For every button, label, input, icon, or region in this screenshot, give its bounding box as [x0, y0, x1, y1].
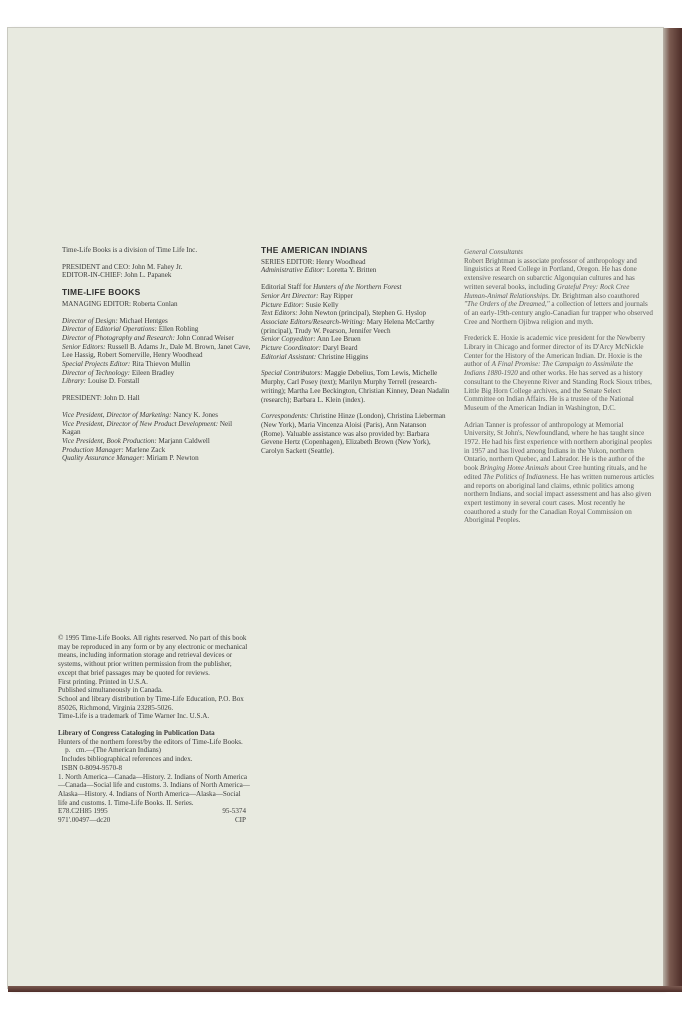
staff-entry: Director of Editorial Operations: Ellen Robling	[62, 325, 199, 334]
cip-line: 1. North America—Canada—History. 2. Indians of North America—Canada—Social life and customs. 3. Indians of North America—Alaska—History. 4. Indians of North America—Alaska—Social life and customs. I. Time-Life Books. II. Series.	[58, 772, 250, 807]
staff-entry: Special Projects Editor: Rita Thievon Mullin	[62, 360, 191, 369]
book-binding	[663, 28, 682, 988]
published-line: Published simultaneously in Canada.	[58, 686, 163, 695]
staff-entry: Director of Technology: Eileen Bradley	[62, 368, 175, 377]
staff-entry: Editorial Assistant: Christine Higgins	[261, 352, 369, 361]
staff-entry: Director of Photography and Research: John Conrad Weiser	[62, 333, 234, 342]
consultant-bio-tanner: Adrian Tanner is professor of anthropology at Memorial University, St John's, Newfoundland, where he has taught since 1972. He had his first experience with northern aboriginal peoples in 1957 and has lived among Indians in the Yukon, northern Ontario, northern Quebec, and Labrador. He is the author of the book Bringing Home Animals about Cree hunting rituals, and he edited The Politics of Indianness. He has written numerous articles and reports on aboriginal land claims, ethnic politics among northern Indians, and social impact assessment and has also given expert testimony in several court cases. Most recently he coauthored a study for the Canadian Royal Commission on Aboriginal Peoples.	[464, 420, 654, 525]
consultants-heading: General Consultants	[464, 248, 523, 256]
consultant-bio-hoxie: Frederick E. Hoxie is academic vice president for the Newberry Library in Chicago and former director of its D'Arcy McNickle Center for the History of the American Indian. Dr. Hoxie is the author of A Final Promise: The Campaign to Assimilate the Indians 1880-1920 and other works. He has served as a history consultant to the Cheyenne River and Standing Rock Sioux tribes, Little Big Horn College archives, and the Senate Select Committee on Indian Affairs. He is a trustee of the National Museum of the American Indian in Washington, D.C.	[464, 334, 652, 412]
president-line: PRESIDENT: John D. Hall	[62, 394, 140, 403]
staff-entry: Senior Editors: Russell B. Adams Jr., Dale M. Brown, Janet Cave, Lee Hassig, Robert Somerville, Henry Woodhead	[62, 342, 251, 360]
vp-entry: Production Manager: Marlene Zack	[62, 445, 166, 454]
distribution-line: School and library distribution by Time-Life Education, P.O. Box 85026, Richmond, Virginia 23285-5026.	[58, 694, 244, 712]
cip-heading: Library of Congress Cataloging in Publication Data	[58, 729, 215, 738]
vp-entry: Vice President, Director of New Product Development: Neil Kagan	[62, 419, 233, 437]
consultants-column	[464, 248, 654, 525]
special-contributors: Special Contributors: Maggie Debelius, Tom Lewis, Michelle Murphy, Carl Posey (text); Marilyn Murphy Terrell (research-writing); Martha Lee Beckington, Christian Kinney, Dean Nadalin (research); Barbara L. Klein (index).	[261, 369, 450, 404]
cip-line: p. cm.—(The American Indians)	[58, 746, 162, 755]
editor-in-chief-line: EDITOR-IN-CHIEF: John L. Papanek	[62, 271, 172, 280]
managing-editor-line: MANAGING EDITOR: Roberta Conlan	[62, 299, 178, 308]
staff-entry: Associate Editors/Research-Writing: Mary Helena McCarthy (principal), Trudy W. Pearson, Jennifer Veech	[261, 317, 435, 335]
staff-entry: Picture Editor: Susie Kelly	[261, 300, 339, 309]
admin-editor-line: Administrative Editor: Loretta Y. Britten	[261, 266, 377, 275]
copyright-block	[58, 634, 250, 825]
cip-number: 95-5374	[222, 807, 246, 816]
printing-line: First printing. Printed in U.S.A.	[58, 677, 148, 686]
cip-line: ISBN 0-8094-9570-8	[58, 763, 123, 772]
staff-entry: Picture Coordinator: Daryl Beard	[261, 344, 358, 353]
trademark-line: Time-Life is a trademark of Time Warner Inc. U.S.A.	[58, 712, 210, 721]
series-editor-line: SERIES EDITOR: Henry Woodhead	[261, 257, 366, 266]
cip-line: Hunters of the northern forest/by the editors of Time-Life Books.	[58, 737, 243, 746]
copyright-notice: © 1995 Time-Life Books. All rights reserved. No part of this book may be reproduced in any form or by any electronic or mechanical means, including information storage and retrieval devices or systems, without prior written permission from the publisher, except that brief passages may be quoted for reviews.	[58, 634, 248, 677]
consultant-bio-brightman: Robert Brightman is associate professor of anthropology and linguistics at Reed College in Portland, Oregon. He has done extensive research on subarctic Algonquian cultures and has written several books, including Grateful Prey: Rock Cree Human-Animal Relationships. Dr. Brightman also coauthored "The Orders of the Dreamed," a collection of letters and journals of an early-19th-century anglo-Canadian fur trapper who observed Cree and Northern Ojibwa religion and myth.	[464, 256, 653, 326]
publisher-intro: Time-Life Books is a division of Time Life Inc.	[62, 246, 198, 254]
correspondents: Correspondents: Christine Hinze (London), Christina Lieberman (New York), Maria Vincenza Aloisi (Paris), Ann Natanson (Rome). Valuable assistance was also provided by: Barbara Gevene Hertz (Copenhagen), Elizabeth Brown (New York), Carolyn Sackett (Seattle).	[261, 412, 446, 456]
editorial-staff-intro: Editorial Staff for Hunters of the Northern Forest	[261, 283, 402, 292]
cip-line: Includes bibliographical references and index.	[58, 755, 193, 764]
publisher-column	[62, 246, 252, 463]
cip-class-1: E78.C2H85 1995	[58, 807, 108, 816]
series-heading: THE AMERICAN INDIANS	[261, 245, 368, 255]
staff-entry: Director of Design: Michael Hentges	[62, 316, 168, 325]
vp-entry: Vice President, Book Production: Marjann Caldwell	[62, 436, 210, 445]
staff-entry: Senior Art Director: Ray Ripper	[261, 291, 353, 300]
book-cover-edge	[8, 986, 682, 992]
staff-entry: Text Editors: John Newton (principal), Stephen G. Hyslop	[261, 309, 427, 318]
vp-entry: Vice President, Director of Marketing: Nancy K. Jones	[62, 410, 218, 419]
cip-tag: CIP	[234, 816, 246, 825]
series-column	[261, 246, 451, 456]
cip-class-2: 971'.00497—dc20	[58, 816, 111, 825]
ceo-line: PRESIDENT and CEO: John M. Fahey Jr.	[62, 262, 183, 271]
time-life-books-heading: TIME-LIFE BOOKS	[62, 287, 141, 298]
staff-entry: Senior Copyeditor: Ann Lee Bruen	[261, 335, 361, 344]
vp-entry: Quality Assurance Manager: Miriam P. Newton	[62, 454, 199, 463]
staff-entry: Library: Louise D. Forstall	[62, 377, 140, 386]
